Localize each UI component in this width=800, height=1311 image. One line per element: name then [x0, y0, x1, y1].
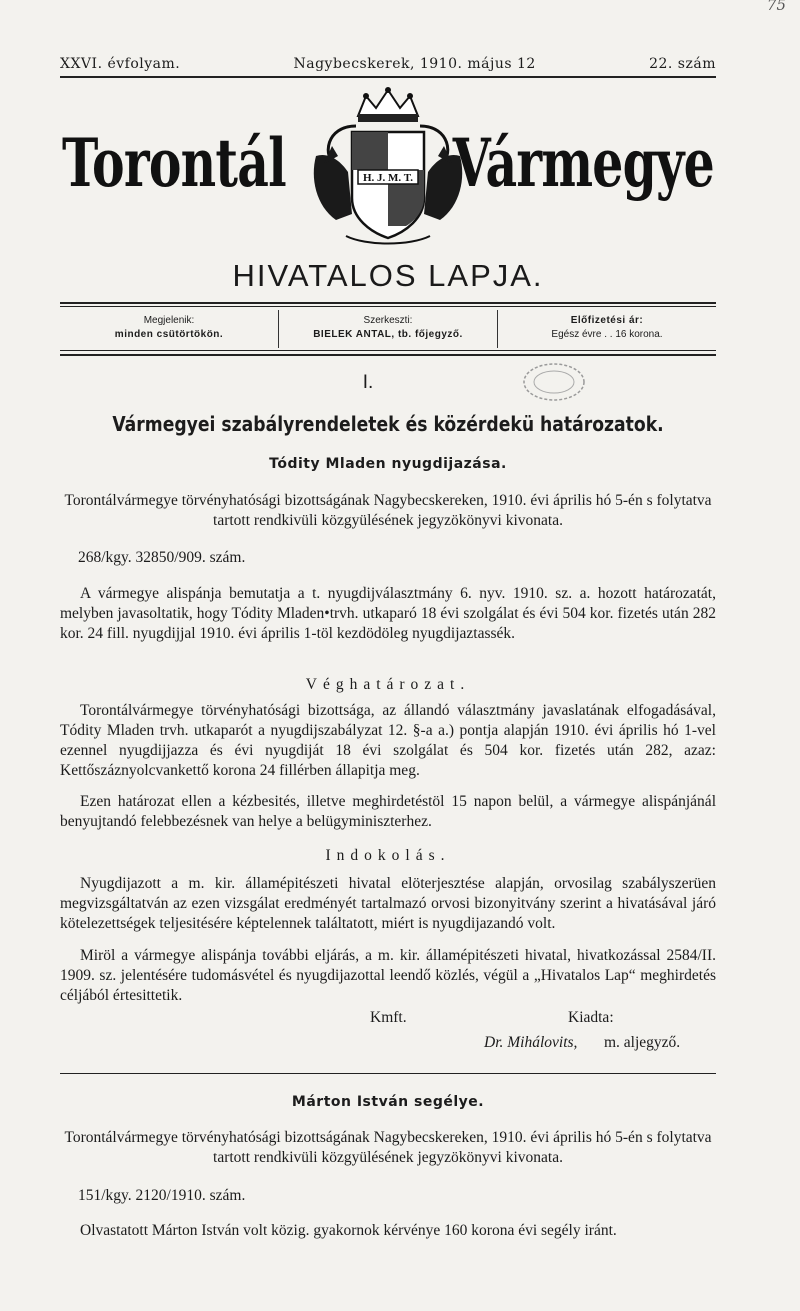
article-intro: Torontálvármegye törvényhatósági bizottságának Nagybecskereken, 1910. évi április hó 5-én s folytatva tartott rendkivüli közgyülésének jegyzökönyvi kivonata. [64, 1129, 712, 1166]
signature-row [60, 1009, 716, 1029]
masthead-title-right: Vármegye [452, 124, 714, 202]
page-corner-mark: 75 [766, 0, 786, 14]
reference-number: 268/kgy. 32850/909. szám. [78, 549, 246, 566]
volume-label: XXVI. évfolyam. [60, 56, 181, 72]
issue-header [60, 56, 716, 72]
article-intro: Torontálvármegye törvényhatósági bizottságának Nagybecskereken, 1910. évi április hó 5-én s folytatva tartott rendkivüli közgyülésének jegyzökönyvi kivonata. [64, 492, 712, 529]
editor-label: Szerkeszti: [363, 315, 413, 326]
info-rule-bottom-thin [60, 350, 716, 351]
kmft-label: Kmft. [370, 1009, 407, 1026]
section-title: Vármegyei szabályrendeletek és közérdekü határozatok. [112, 412, 664, 436]
heading-decision: Véghatározat. [305, 676, 471, 693]
reference-number: 151/kgy. 2120/1910. szám. [78, 1187, 246, 1204]
info-rule-top-thin [60, 306, 716, 307]
masthead-subtitle: HIVATALOS LAPJA. [232, 258, 544, 293]
place-date: Nagybecskerek, 1910. május 12 [293, 56, 536, 72]
issue-number: 22. szám [649, 56, 716, 72]
info-rule-top [60, 302, 716, 304]
info-editor [278, 310, 497, 348]
section-number: I. [362, 372, 374, 393]
newspaper-page [60, 0, 716, 1311]
signer-name: Dr. Mihálovits, [484, 1034, 578, 1051]
header-rule [60, 76, 716, 78]
masthead [60, 92, 716, 252]
coat-of-arms-icon [306, 86, 470, 246]
article-title: Márton István segélye. [291, 1094, 485, 1110]
signer-title: m. aljegyző. [604, 1034, 681, 1051]
paragraph: Nyugdijazott a m. kir. államépitészeti hivatal elöterjesztése alapján, orvosilag szabályszerüen megvizsgáltatván az ezen vizsgálat eredményét tartalmazó orvosi bizonyitvány szerint a hivatásával járó kötelezettségek teljesitésére képtelennek találtatott, miért is nyugdijazandó volt. [60, 875, 716, 932]
crest-text: H. J. M. T. [362, 172, 414, 184]
paragraph: Ezen határozat ellen a kézbesités, illetve meghirdetéstöl 15 napon belül, a vármegye alispánjánál benyujtandó felebbezésnek van helye a belügyminiszterhez. [60, 793, 716, 830]
paragraph: Olvastatott Márton István volt közig. gyakornok kérvénye 160 korona évi segély iránt. [80, 1222, 617, 1239]
article-title: Tódity Mladen nyugdijazása. [269, 456, 507, 472]
info-appears [60, 310, 278, 348]
appears-label: Megjelenik: [143, 315, 195, 326]
info-rule-bottom [60, 354, 716, 356]
price-label: Előfizetési ár: [570, 315, 644, 326]
editor-value: BIELEK ANTAL, tb. főjegyző. [313, 329, 463, 340]
signer-row [60, 1034, 716, 1054]
masthead-title-left: Torontál [62, 124, 286, 202]
price-value: Egész évre . . 16 korona. [551, 329, 663, 340]
article-separator [60, 1073, 716, 1074]
appears-value: minden csütörtökön. [114, 329, 224, 340]
paragraph: Torontálvármegye törvényhatósági bizottsága, az állandó választmány javaslatának elfogadásával, Tódity Mladen trvh. utkaparót a nyugdijszabályzat 12. §-a a.) pontja alapján 1910. évi április hó 1-vel ezennel nyugdijjazza és évi nyugdiját 18 évi szolgálat és 504 kor. fizetés után 282, azaz: Kettőszáznyolcvankettő korona 24 fillérben állapitja meg. [60, 702, 716, 779]
issued-label: Kiadta: [568, 1009, 614, 1026]
heading-reason: Indokolás. [325, 847, 451, 864]
info-price [497, 310, 716, 348]
publication-info [60, 310, 716, 348]
paragraph: Miröl a vármegye alispánja további eljárás, a m. kir. államépitészeti hivatal, hivatkozással 2584/II. 1909. sz. jelentésére tudomásvétel és nyugdijazottal leendő közlés, végül a „Hivatalos Lap“ meghirdetés céljából értesittetik. [60, 947, 716, 1004]
paragraph: A vármegye alispánja bemutatja a t. nyugdijválasztmány 6. nyv. 1910. sz. a. hozott határozatát, melyben javasoltatik, hogy Tódity Mladen•trvh. utkaparó 18 évi szolgálat és évi 504 kor. fizetés után 282 kor. 24 fill. nyugdijjal 1910. évi április 1-töl kezdödöleg nyugdijaztassék. [60, 585, 716, 642]
